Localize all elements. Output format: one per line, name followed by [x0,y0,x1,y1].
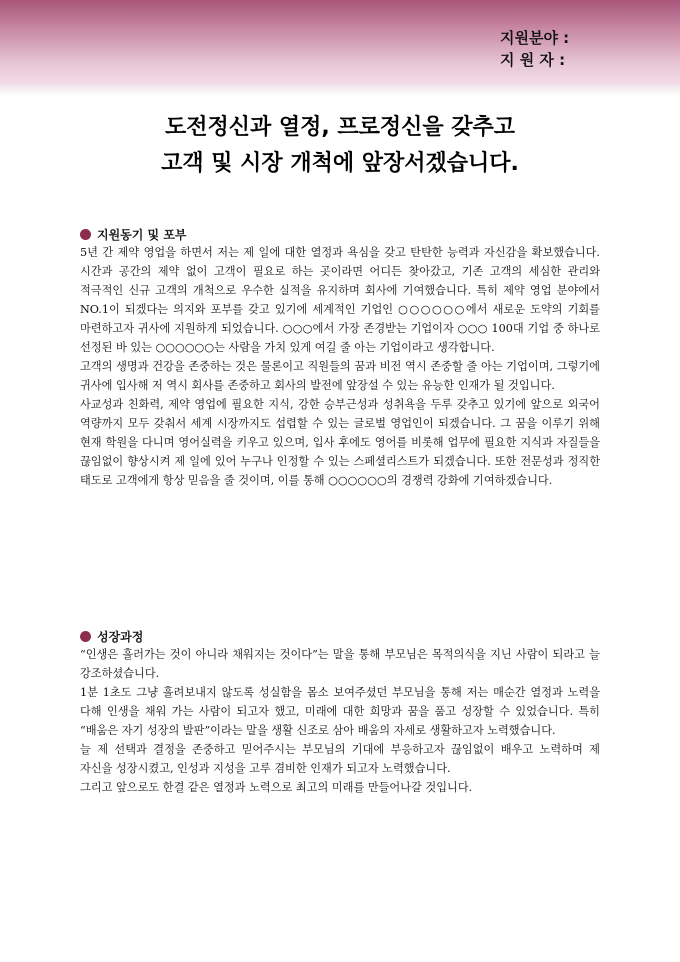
paragraph: 5년 간 제약 영업을 하면서 저는 제 일에 대한 열정과 욕심을 갖고 탄탄한 능력과 자신감을 확보했습니다. 시간과 공간의 제약 없이 고객이 필요로 하는 곳이라면 어디든 찾아갔고, 기존 고객의 세심한 관리와 적극적인 신규 고객의 개척으로 우수한 실적을 유지하며 회사에 기여했습니다. 특히 제약 영업 분야에서 NO.1이 되겠다는 의지와 포부를 갖고 있기에 세계적인 기업인 ○○○○○○에서 새로운 도약의 기회를 마련하고자 귀사에 지원하게 되었습니다. ○○○에서 가장 존경받는 기업이자 ○○○ 100대 기업 중 하나로 선정된 바 있는 ○○○○○○는 사람을 가치 있게 여길 줄 아는 기업이라고 생각합니다. [80,246,600,354]
paragraph: 사교성과 친화력, 제약 영업에 필요한 지식, 강한 승부근성과 성취욕을 두루 갖추고 있기에 앞으로 외국어 역량까지 모두 갖춰서 세계 시장까지도 섭렵할 수 있는 글로벌 영업인이 되겠습니다. 그 꿈을 이루기 위해 현재 학원을 다니며 영어실력을 키우고 있으며, 입사 후에도 영어를 비롯해 업무에 필요한 지식과 자질들을 끊임없이 향상시켜 제 일에 있어 누구나 인정할 수 있는 스페셜리스트가 되겠습니다. 또한 전문성과 정직한 태도로 고객에게 항상 믿음을 줄 것이며, 이를 통해 ○○○○○○의 경쟁력 강화에 기여하겠습니다. [80,398,600,487]
section-heading [80,627,600,645]
paragraph: 늘 제 선택과 결정을 존중하고 믿어주시는 부모님의 기대에 부응하고자 끊임없이 배우고 노력하며 제 자신을 성장시켰고, 인성과 지성을 고루 겸비한 인재가 되고자 노력했습니다. [80,743,600,775]
title-line-2: 고객 및 시장 개척에 앞장서겠습니다. [161,151,519,176]
field-label-position: 지원분야 : [500,29,570,47]
bullet-icon [80,229,91,240]
section-heading-label: 지원동기 및 포부 [97,227,187,242]
section-heading [80,225,600,243]
applicant-fields [500,27,569,71]
title-line-1: 도전정신과 열정, 프로정신을 갖추고 [164,115,516,140]
paragraph: “인생은 흘러가는 것이 아니라 채워지는 것이다”는 말을 통해 부모님은 목적의식을 지닌 사람이 되라고 늘 강조하셨습니다. [80,648,600,680]
field-label-applicant: 지 원 자 : [500,51,566,69]
section-motivation [80,225,600,490]
paragraph: 1분 1초도 그냥 흘려보내지 않도록 성실함을 몸소 보여주셨던 부모님을 통해 저는 매순간 열정과 노력을 다해 인생을 채워 가는 사람이 되고자 했고, 미래에 대한 희망과 꿈을 품고 성장할 수 있었습니다. 특히 “배움은 자기 성장의 발판”이라는 말을 생활 신조로 삼아 배움의 자세로 생활하고자 노력했습니다. [80,686,600,737]
section-growth [80,627,600,797]
paragraph: 고객의 생명과 건강을 존중하는 것은 물론이고 직원들의 꿈과 비전 역시 존중할 줄 아는 기업이며, 그렇기에 귀사에 입사해 저 역시 회사를 존중하고 회사의 발전에 앞장설 수 있는 유능한 인재가 될 것입니다. [80,360,600,392]
header-band [0,0,680,85]
bullet-icon [80,631,91,642]
header-shadow [0,85,680,97]
section-heading-label: 성장과정 [97,629,144,644]
page-title [0,110,680,182]
paragraph: 그리고 앞으로도 한결 같은 열정과 노력으로 최고의 미래를 만들어나갈 것입니다. [80,781,473,794]
